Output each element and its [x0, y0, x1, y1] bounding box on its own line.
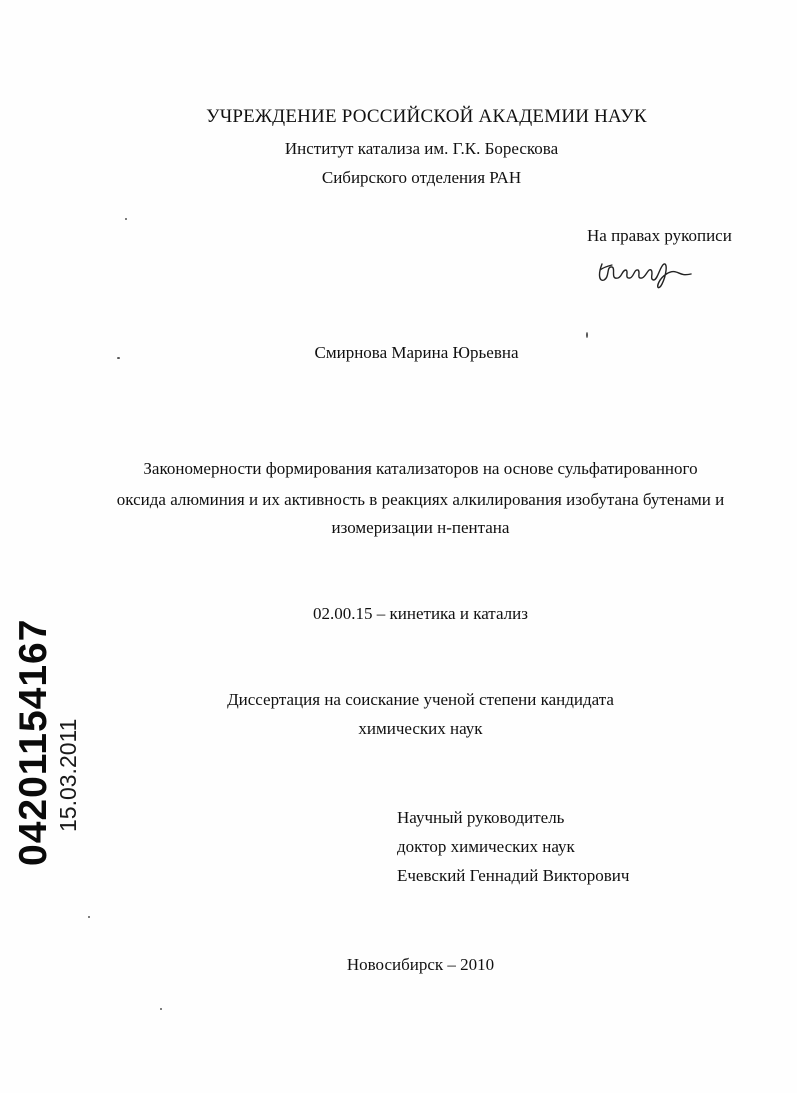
organization-title: УЧРЕЖДЕНИЕ РОССИЙСКОЙ АКАДЕМИИ НАУК — [206, 106, 647, 127]
registration-date-stamp: 15.03.2011 — [55, 718, 81, 832]
supervisor-role: Научный руководитель — [397, 808, 565, 827]
institute-branch: Сибирского отделения РАН — [321, 168, 522, 187]
supervisor-degree: доктор химических наук — [397, 837, 575, 856]
scan-speck — [125, 218, 127, 220]
scan-speck — [586, 332, 588, 338]
manuscript-rights-note: На правах рукописи — [587, 226, 732, 245]
specialty-code: 02.00.15 – кинетика и катализ — [313, 604, 528, 623]
place-and-year: Новосибирск – 2010 — [346, 955, 495, 974]
scan-speck — [160, 1008, 162, 1010]
scan-speck — [117, 357, 120, 359]
institute-name: Институт катализа им. Г.К. Борескова — [284, 139, 559, 158]
degree-statement-line-1: Диссертация на соискание ученой степени кандидата — [227, 690, 614, 709]
thesis-title-line-1: Закономерности формирования катализаторов на основе сульфатированного — [143, 459, 698, 478]
thesis-title-line-2: оксида алюминия и их активность в реакциях алкилирования изобутана бутенами и — [116, 490, 725, 509]
supervisor-name: Ечевский Геннадий Викторович — [397, 866, 630, 885]
scan-speck — [88, 916, 90, 918]
registration-number-stamp: 04201154167 — [12, 618, 55, 866]
degree-statement-line-2: химических наук — [358, 719, 483, 738]
author-name: Смирнова Марина Юрьевна — [314, 343, 519, 362]
thesis-title-line-3: изомеризации н-пентана — [331, 518, 510, 537]
author-signature — [596, 250, 696, 290]
